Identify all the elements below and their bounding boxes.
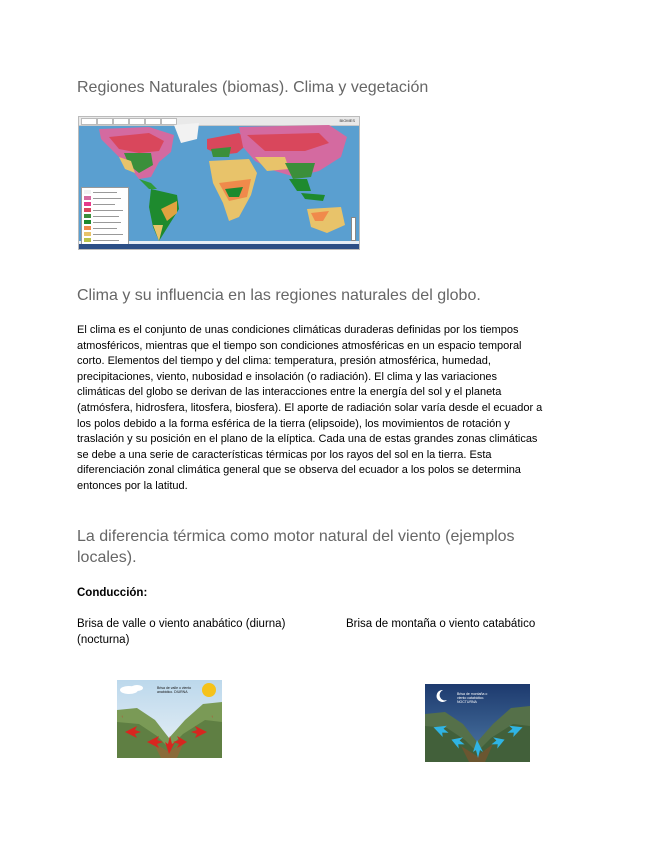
- caption-mountain-breeze: Brisa de montaña o viento catabático: [346, 618, 536, 630]
- paragraph-line: traslación y su posición en el plano de la elíptica. Cada una de estas grandes zonas climáticas: [77, 433, 538, 446]
- diagram-valley-breeze-day: [117, 680, 222, 758]
- paragraph-line: atmosféricos, mientras que el tiempo son condiciones atmosféricas en un espacio temporal: [77, 339, 522, 352]
- svg-text:↑: ↑: [211, 714, 213, 719]
- diagram-night-label: Brisa de montaña o viento catabático. NOCTURNA: [457, 692, 488, 704]
- map-badge: BIOMES: [339, 118, 355, 123]
- section-title-wind: [77, 526, 515, 568]
- caption-line: Brisa de valle o viento anabático (diurna): [77, 618, 286, 630]
- diagram-mountain-breeze-night: [425, 684, 530, 762]
- subheading-conduction: Conducción:: [77, 587, 148, 599]
- paragraph-line: El clima es el conjunto de unas condiciones climáticas duraderas definidas por los tiempos: [77, 324, 519, 336]
- climate-paragraph: [77, 323, 607, 495]
- paragraph-line: precipitaciones, viento, nubosidad e insolación (o radiación). El clima y las variaciones: [77, 370, 498, 383]
- paragraph-line: los polos debido a la forma esférica de la tierra (elipsoide), los movimientos de rotación y: [77, 417, 510, 430]
- map-zoom-control: [351, 217, 356, 241]
- section-title-wind-line: locales).: [77, 549, 137, 566]
- paragraph-line: (atmósfera, hidrosfera, litosfera, biosfera). El aporte de radiación solar varía desde el ecuador a: [77, 401, 543, 414]
- paragraph-line: corto. Elementos del tiempo y del clima: temperatura, presión atmosférica, humedad,: [77, 355, 491, 368]
- section-title-biomes: Regiones Naturales (biomas). Clima y vegetación: [77, 79, 429, 96]
- paragraph-line: diferenciación zonal climática general que se observa del ecuador a los polos se determina: [77, 464, 521, 477]
- caption-line: (nocturna): [77, 634, 130, 646]
- section-title-climate: Clima y su influencia en las regiones naturales del globo.: [77, 287, 481, 304]
- paragraph-line: entonces por la latitud.: [77, 479, 188, 492]
- diagram-day-label: Brisa de valle o viento anabático. DIURNA: [157, 686, 192, 694]
- svg-text:↑: ↑: [121, 714, 123, 719]
- biomes-world-map: [78, 116, 360, 250]
- map-status-bar: [79, 244, 359, 249]
- caption-valley-breeze: [77, 616, 337, 648]
- map-legend: [81, 187, 129, 245]
- paragraph-line: se debe a una serie de características térmicas por los rayos del sol en la tierra. Esta: [77, 448, 492, 461]
- section-title-wind-line: La diferencia térmica como motor natural del viento (ejemplos: [77, 528, 515, 545]
- paragraph-line: climáticas del globo se derivan de las interacciones entre la energía del sol y el planeta: [77, 386, 502, 399]
